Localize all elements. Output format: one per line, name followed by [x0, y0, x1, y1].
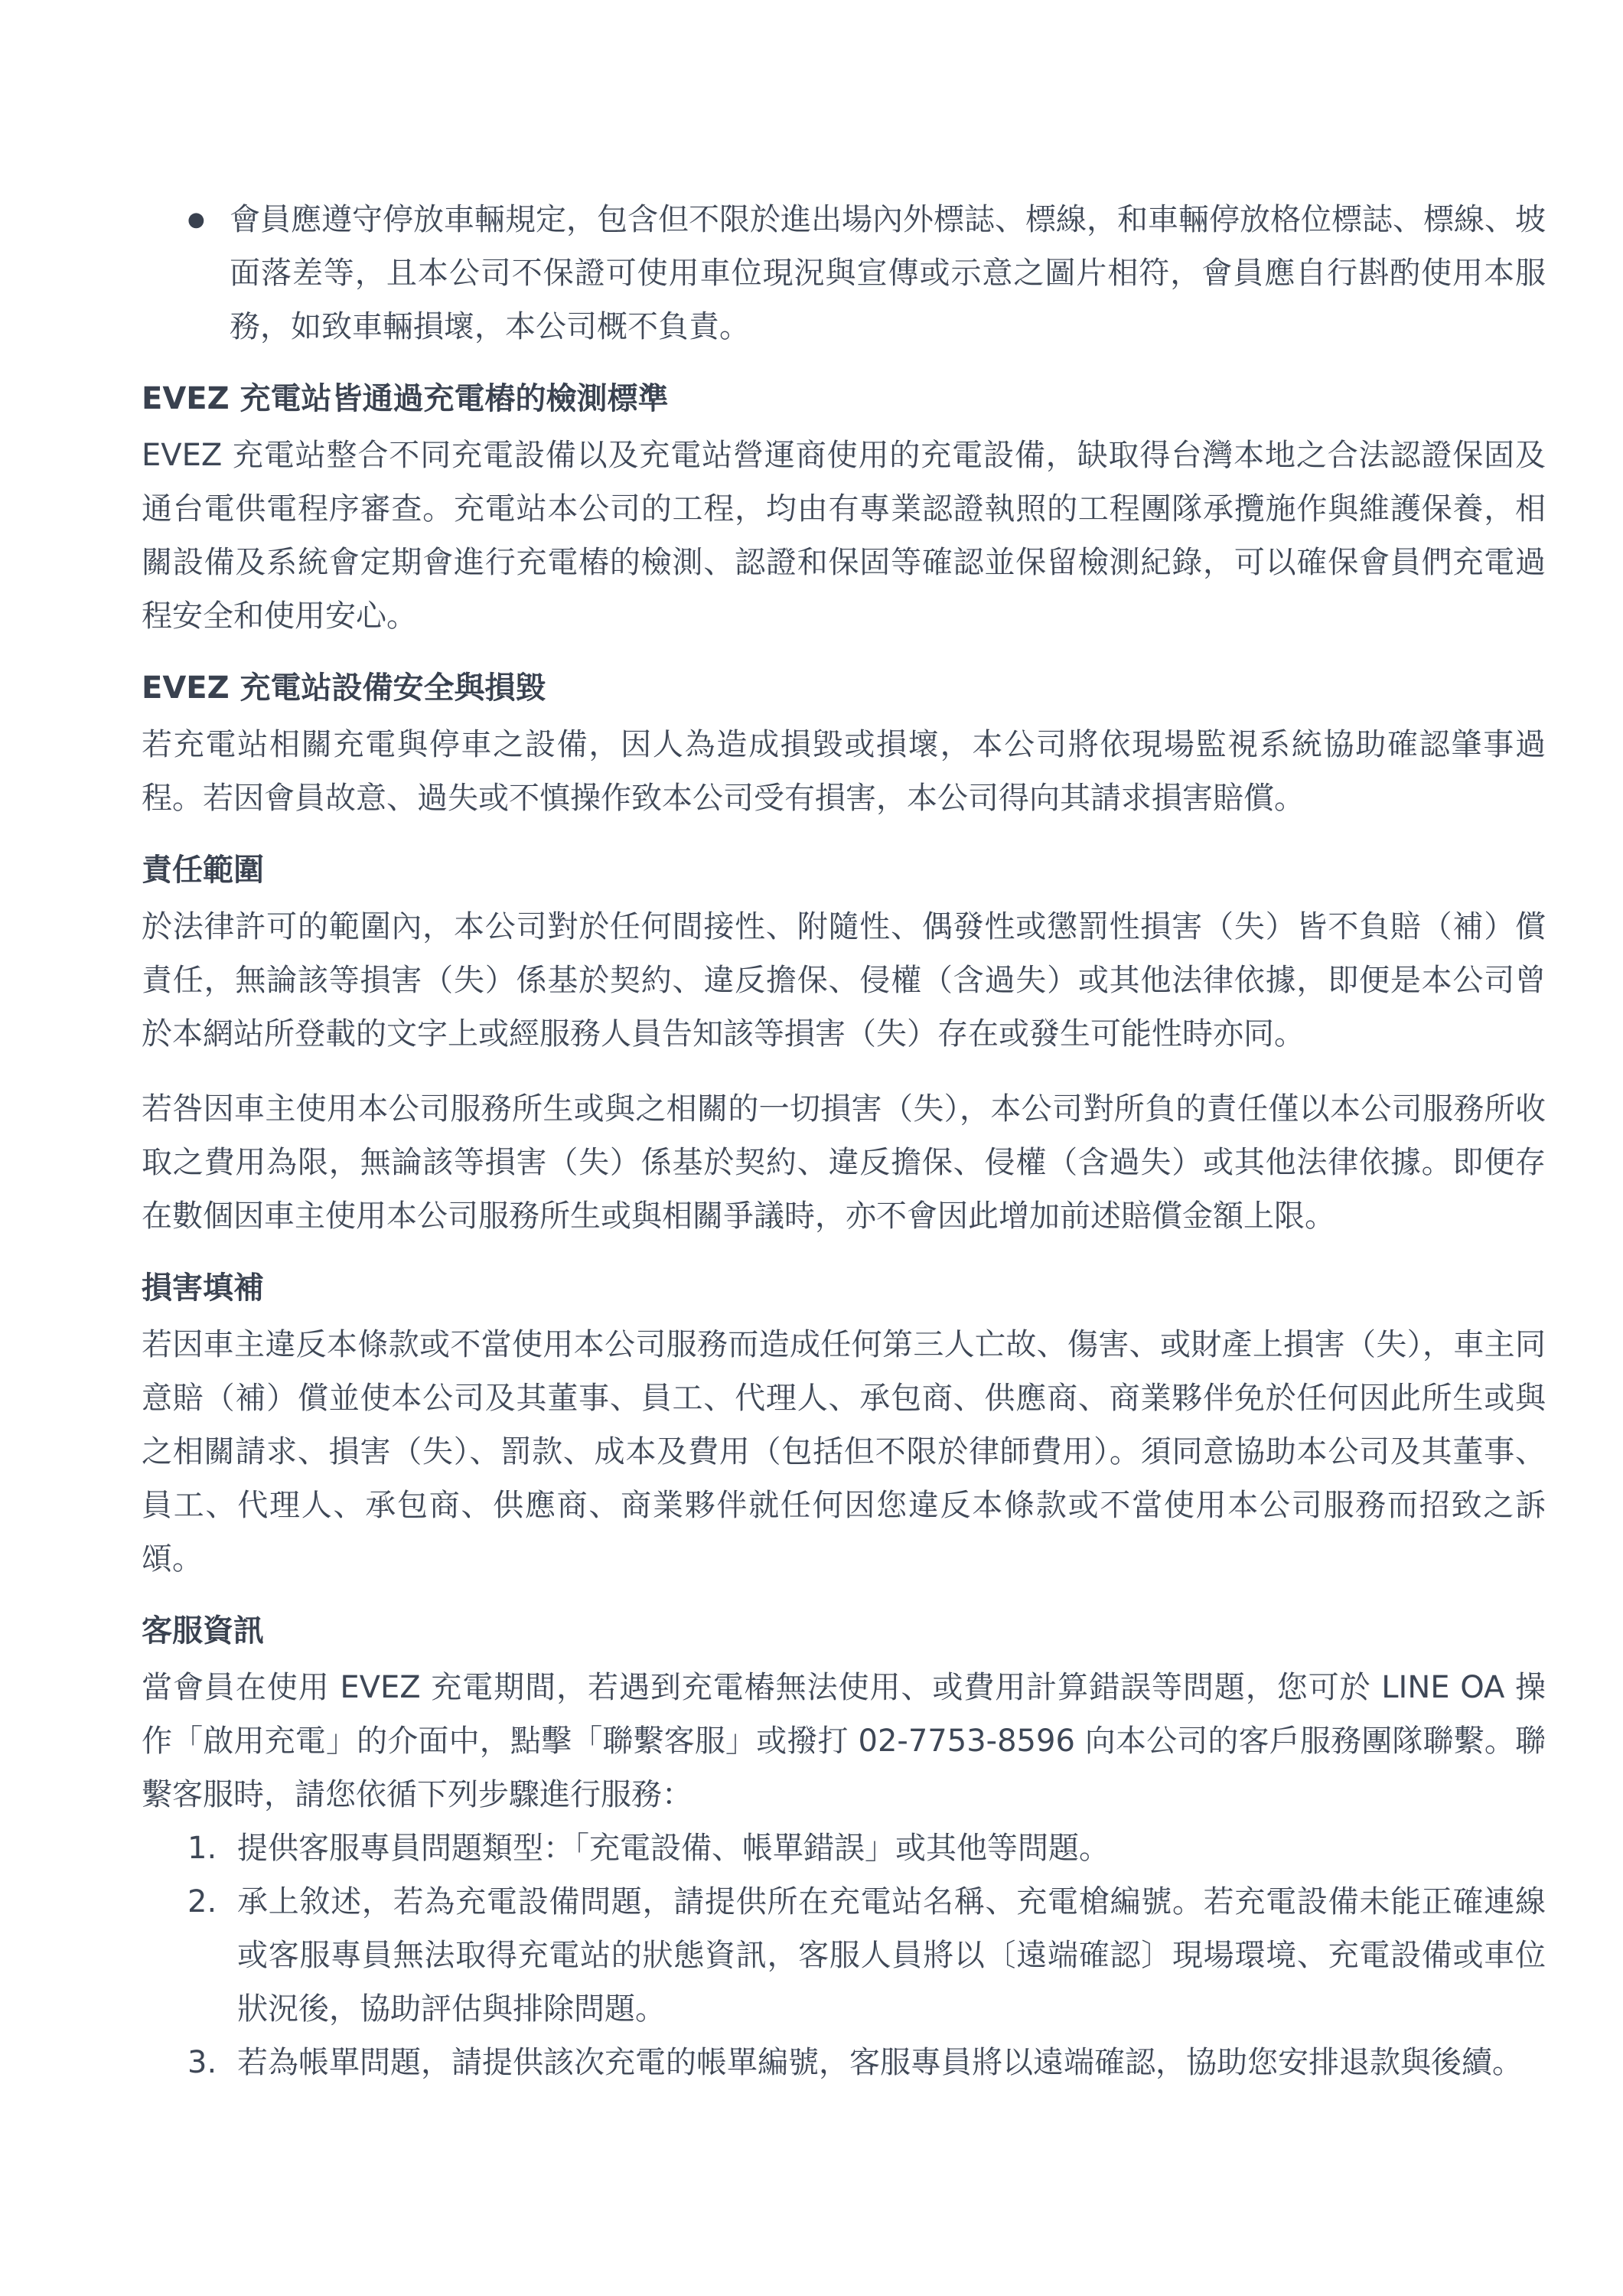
section-liability-scope: [142, 843, 1546, 1243]
paragraph-equipment-safety-damage: 若充電站相關充電與停車之設備，因人為造成損毀或損壞，本公司將依現場監視系統協助確認肇事過程。若因會員故意、過失或不慎操作致本公司受有損害，本公司得向其請求損害賠償。: [142, 727, 1546, 816]
step-number-2: 2.: [187, 1884, 217, 1919]
section-damage-indemnity: [142, 1261, 1546, 1586]
section-heading-equipment-safety-damage: EVEZ 充電站設備安全與損毀: [142, 670, 546, 706]
list-item-step-2: [142, 1875, 1546, 2036]
list-item-step-3: [142, 2036, 1546, 2089]
step-number-3: 3.: [187, 2045, 217, 2080]
list-item-step-1: [142, 1821, 1546, 1875]
customer-service-steps-list: [142, 1821, 1546, 2089]
paragraph-damage-indemnity: 若因車主違反本條款或不當使用本公司服務而造成任何第三人亡故、傷害、或財產上損害（失），車主同意賠（補）償並使本公司及其董事、員工、代理人、承包商、供應商、商業夥伴免於任何因此所生或與之相關請求、損害（失）、罰款、成本及費用（包括但不限於律師費用）。須同意協助本公司及其董事、員工、代理人、承包商、供應商、商業夥伴就任何因您違反本條款或不當使用本公司服務而招致之訴頌。: [142, 1327, 1546, 1577]
section-charger-inspection: [142, 372, 1546, 643]
step-number-1: 1.: [187, 1831, 217, 1866]
paragraph-liability-scope-2: 若咎因車主使用本公司服務所生或與之相關的一切損害（失），本公司對所負的責任僅以本公司服務所收取之費用為限，無論該等損害（失）係基於契約、違反擔保、侵權（含過失）或其他法律依據。即便存在數個因車主使用本公司服務所生或與相關爭議時，亦不會因此增加前述賠償金額上限。: [142, 1091, 1546, 1234]
section-heading-customer-service: 客服資訊: [142, 1613, 264, 1649]
bullet-icon: ●: [187, 208, 205, 231]
paragraph-liability-scope-1: 於法律許可的範圍內，本公司對於任何間接性、附隨性、偶發性或懲罰性損害（失）皆不負賠（補）償責任，無論該等損害（失）係基於契約、違反擔保、侵權（含過失）或其他法律依據，即便是本公司曾於本網站所登載的文字上或經服務人員告知該等損害（失）存在或發生可能性時亦同。: [142, 909, 1546, 1052]
section-customer-service: [142, 1604, 1546, 2089]
step-text-2: 承上敘述，若為充電設備問題，請提供所在充電站名稱、充電槍編號。若充電設備未能正確連線或客服專員無法取得充電站的狀態資訊，客服人員將以〔遠端確認〕現場環境、充電設備或車位狀況後，協助評估與排除問題。: [237, 1884, 1546, 2027]
section-heading-liability-scope: 責任範圍: [142, 853, 264, 888]
section-heading-damage-indemnity: 損害填補: [142, 1270, 264, 1306]
step-text-1: 提供客服專員問題類型：「充電設備、帳單錯誤」或其他等問題。: [237, 1831, 1110, 1866]
parking-rules-bullet-item: [142, 193, 1546, 354]
paragraph-customer-service-intro: 當會員在使用 EVEZ 充電期間，若遇到充電樁無法使用、或費用計算錯誤等問題，您可於 LINE OA 操作「啟用充電」的介面中，點擊「聯繫客服」或撥打 02-7753-8596 向本公司的客戶服務團隊聯繫。聯繫客服時，請您依循下列步驟進行服務：: [142, 1670, 1546, 1812]
step-text-3: 若為帳單問題，請提供該次充電的帳單編號，客服專員將以遠端確認，協助您安排退款與後續。: [237, 2045, 1523, 2080]
paragraph-charger-inspection: EVEZ 充電站整合不同充電設備以及充電站營運商使用的充電設備，缺取得台灣本地之合法認證保固及通台電供電程序審查。充電站本公司的工程，均由有專業認證執照的工程團隊承攬施作與維護保養，相關設備及系統會定期會進行充電樁的檢測、認證和保固等確認並保留檢測紀錄，可以確保會員們充電過程安全和使用安心。: [142, 438, 1546, 634]
section-heading-charger-inspection: EVEZ 充電站皆通過充電樁的檢測標準: [142, 381, 669, 416]
section-equipment-safety-damage: [142, 661, 1546, 825]
parking-rules-bullet-text: 會員應遵守停放車輛規定，包含但不限於進出場內外標誌、標線，和車輛停放格位標誌、標線、坡面落差等，且本公司不保證可使用車位現況與宣傳或示意之圖片相符，會員應自行斟酌使用本服務，如致車輛損壞，本公司概不負責。: [230, 202, 1546, 344]
